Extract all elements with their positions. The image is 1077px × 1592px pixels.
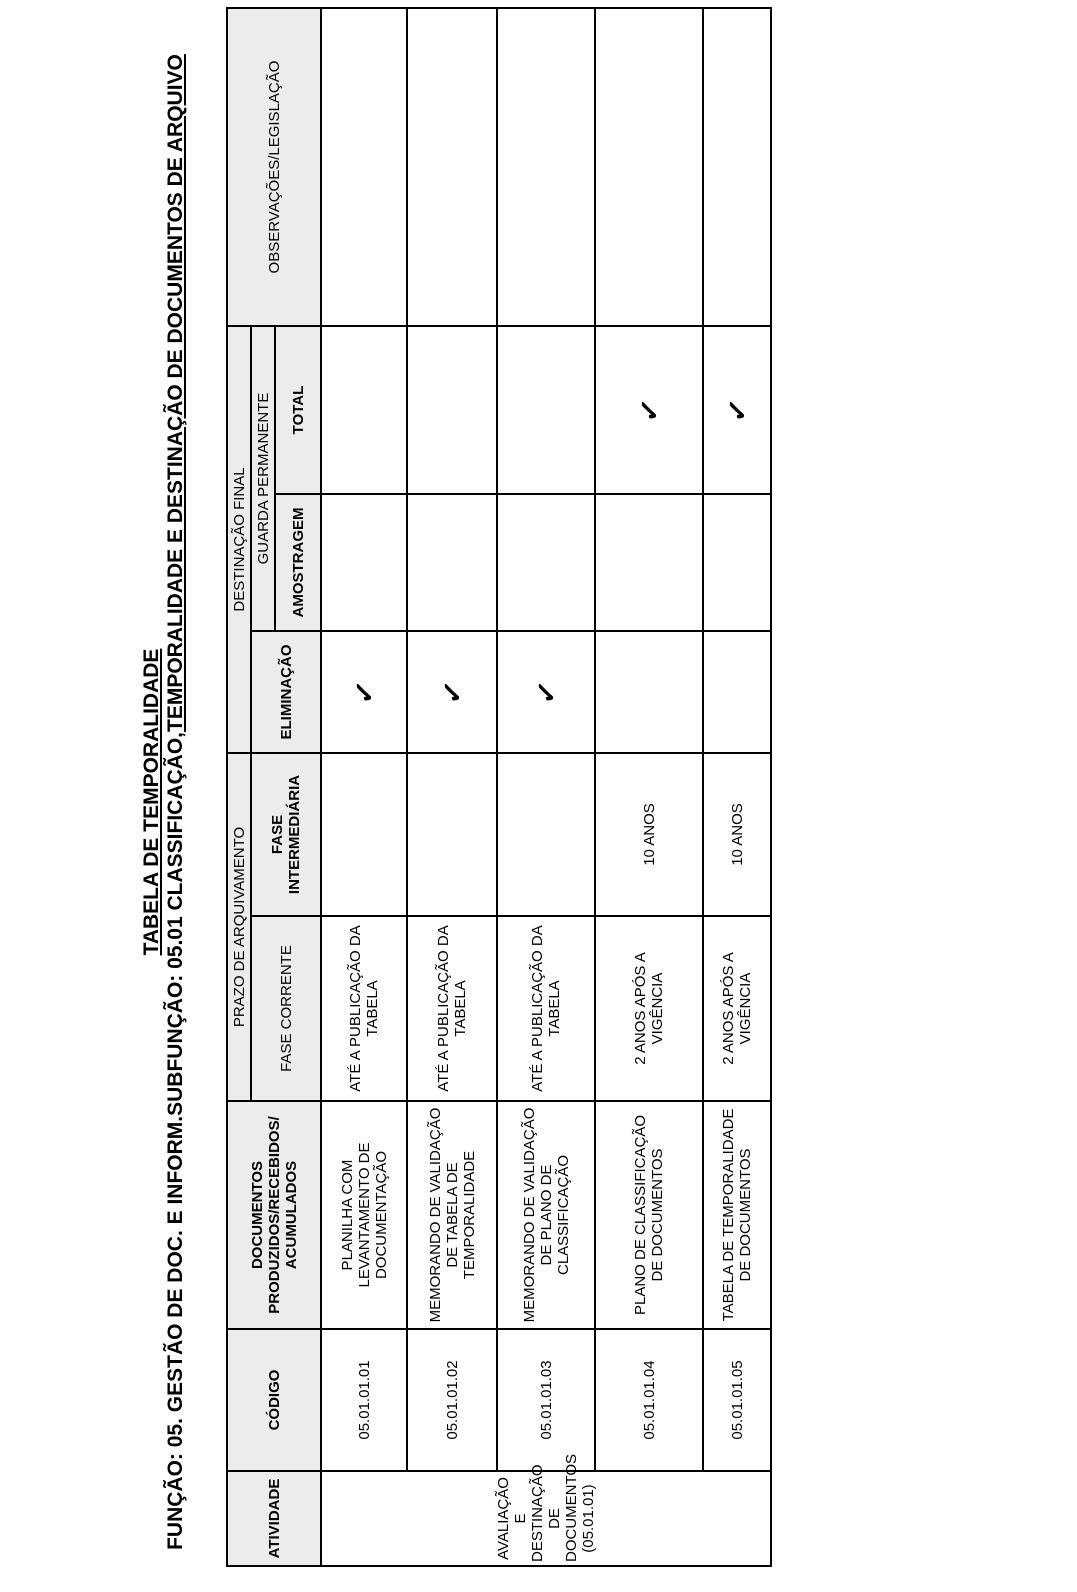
- eliminacao-cell: [703, 631, 771, 753]
- fase-intermediaria-cell: [497, 753, 595, 916]
- check-icon: ✓: [347, 678, 381, 706]
- total-cell: [407, 326, 497, 494]
- documento-cell: MEMORANDO DE VALIDAÇÃO DE PLANO DE CLASSIFICAÇÃO: [497, 1101, 595, 1329]
- documento-cell: MEMORANDO DE VALIDAÇÃO DE TABELA DE TEMPORALIDADE: [407, 1101, 497, 1329]
- check-icon: ✓: [632, 396, 666, 424]
- header-guarda: GUARDA PERMANENTE: [251, 326, 275, 631]
- subtitle-prefix: FUNÇÃO: 05. GESTÃO DE DOC. E INFORM.SUBFUNÇÃO: 05.01 CLASSIFICAÇÃO,: [164, 732, 187, 1550]
- fase-corrente-cell: 2 ANOS APÓS A VIGÊNCIA: [595, 916, 703, 1101]
- amostragem-cell: [497, 494, 595, 631]
- table-row: [703, 8, 771, 1566]
- table-row: [321, 8, 407, 1566]
- eliminacao-cell: [407, 631, 497, 753]
- total-cell: [595, 326, 703, 494]
- header-fase-corrente: FASE CORRENTE: [251, 916, 321, 1101]
- check-icon: ✓: [435, 678, 469, 706]
- observacoes-cell: [497, 8, 595, 326]
- atividade-cell: AVALIAÇÃO E DESTINAÇÃO DE DOCUMENTOS (05.01.01): [321, 1471, 771, 1566]
- observacoes-cell: [407, 8, 497, 326]
- fase-corrente-cell: ATÉ A PUBLICAÇÃO DA TABELA: [407, 916, 497, 1101]
- fase-corrente-cell: 2 ANOS APÓS A VIGÊNCIA: [703, 916, 771, 1101]
- amostragem-cell: [703, 494, 771, 631]
- documento-cell: TABELA DE TEMPORALIDADE DE DOCUMENTOS: [703, 1101, 771, 1329]
- temporality-table: [226, 7, 772, 1567]
- header-atividade: ATIVIDADE: [227, 1471, 321, 1566]
- check-icon: ✓: [529, 678, 563, 706]
- page-title: TABELA DE TEMPORALIDADE: [140, 648, 163, 956]
- subtitle-suffix: TEMPORALIDADE E DESTINAÇÃO DE DOCUMENTOS DE ARQUIVO: [164, 54, 187, 732]
- header-documentos: DOCUMENTOS PRODUZIDOS/RECEBIDOS/ ACUMULADOS: [227, 1101, 321, 1329]
- fase-intermediaria-cell: 10 ANOS: [595, 753, 703, 916]
- header-prazo: PRAZO DE ARQUIVAMENTO: [227, 753, 251, 1101]
- header-codigo: CÓDIGO: [227, 1329, 321, 1471]
- documento-cell: PLANILHA COM LEVANTAMENTO DE DOCUMENTAÇÃO: [321, 1101, 407, 1329]
- fase-corrente-cell: ATÉ A PUBLICAÇÃO DA TABELA: [497, 916, 595, 1101]
- observacoes-cell: [321, 8, 407, 326]
- header-amostragem: AMOSTRAGEM: [275, 494, 321, 631]
- eliminacao-cell: [321, 631, 407, 753]
- fase-intermediaria-cell: [321, 753, 407, 916]
- fase-intermediaria-cell: [407, 753, 497, 916]
- codigo-cell: 05.01.01.04: [595, 1329, 703, 1471]
- title-block: [140, 12, 188, 1592]
- check-icon: ✓: [720, 396, 754, 424]
- documento-cell: PLANO DE CLASSIFICAÇÃO DE DOCUMENTOS: [595, 1101, 703, 1329]
- eliminacao-cell: [497, 631, 595, 753]
- observacoes-cell: [595, 8, 703, 326]
- total-cell: [321, 326, 407, 494]
- codigo-cell: 05.01.01.05: [703, 1329, 771, 1471]
- header-eliminacao: ELIMINAÇÃO: [251, 631, 321, 753]
- amostragem-cell: [595, 494, 703, 631]
- table-row: [497, 8, 595, 1566]
- codigo-cell: 05.01.01.02: [407, 1329, 497, 1471]
- amostragem-cell: [407, 494, 497, 631]
- page-subtitle: [164, 12, 188, 1592]
- total-cell: [703, 326, 771, 494]
- header-fase-intermediaria: FASE INTERMEDIÁRIA: [251, 753, 321, 916]
- fase-corrente-cell: ATÉ A PUBLICAÇÃO DA TABELA: [321, 916, 407, 1101]
- table-row: [595, 8, 703, 1566]
- amostragem-cell: [321, 494, 407, 631]
- observacoes-cell: [703, 8, 771, 326]
- header-destinacao: DESTINAÇÃO FINAL: [227, 326, 251, 753]
- header-total: TOTAL: [275, 326, 321, 494]
- fase-intermediaria-cell: 10 ANOS: [703, 753, 771, 916]
- total-cell: [497, 326, 595, 494]
- table-row: [407, 8, 497, 1566]
- header-observacoes: OBSERVAÇÕES/LEGISLAÇÃO: [227, 8, 321, 326]
- eliminacao-cell: [595, 631, 703, 753]
- codigo-cell: 05.01.01.01: [321, 1329, 407, 1471]
- codigo-cell: 05.01.01.03: [497, 1329, 595, 1471]
- document-sheet: [0, 12, 1077, 1592]
